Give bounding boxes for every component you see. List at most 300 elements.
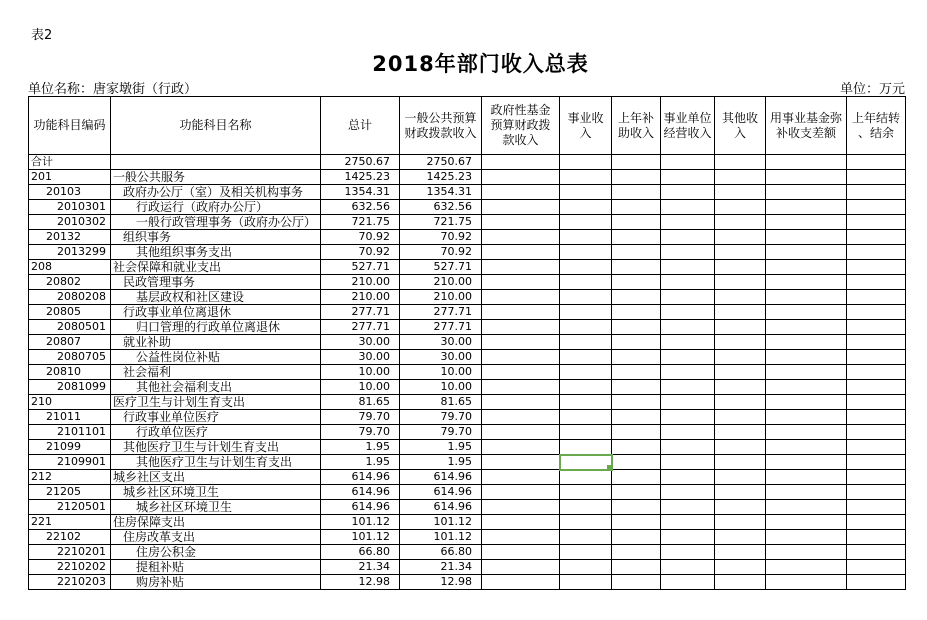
cell-name[interactable]: 住房改革支出 — [111, 530, 321, 545]
cell-fund-balance[interactable] — [766, 185, 847, 200]
cell-career-income[interactable] — [560, 470, 612, 485]
cell-code[interactable]: 20805 — [29, 305, 111, 320]
cell-general-budget[interactable]: 614.96 — [400, 485, 482, 500]
cell-name[interactable]: 购房补贴 — [111, 575, 321, 590]
cell-name[interactable]: 基层政权和社区建设 — [111, 290, 321, 305]
cell-name[interactable]: 其他医疗卫生与计划生育支出 — [111, 440, 321, 455]
cell-carryover[interactable] — [847, 320, 906, 335]
cell-career-operation[interactable] — [661, 230, 715, 245]
cell-career-income[interactable] — [560, 320, 612, 335]
cell-total[interactable]: 210.00 — [321, 275, 400, 290]
cell-career-operation[interactable] — [661, 395, 715, 410]
cell-general-budget[interactable]: 21.34 — [400, 560, 482, 575]
cell-carryover[interactable] — [847, 395, 906, 410]
cell-total[interactable]: 614.96 — [321, 470, 400, 485]
cell-govt-fund[interactable] — [482, 380, 560, 395]
cell-prior-year-subsidy[interactable] — [612, 215, 661, 230]
cell-career-operation[interactable] — [661, 350, 715, 365]
cell-career-operation[interactable] — [661, 335, 715, 350]
cell-other-income[interactable] — [715, 365, 766, 380]
cell-name[interactable]: 公益性岗位补贴 — [111, 350, 321, 365]
cell-code[interactable]: 2013299 — [29, 245, 111, 260]
cell-career-operation[interactable] — [661, 500, 715, 515]
cell-general-budget[interactable]: 614.96 — [400, 500, 482, 515]
cell-govt-fund[interactable] — [482, 485, 560, 500]
cell-prior-year-subsidy[interactable] — [612, 290, 661, 305]
cell-carryover[interactable] — [847, 305, 906, 320]
cell-general-budget[interactable]: 10.00 — [400, 380, 482, 395]
cell-fund-balance[interactable] — [766, 275, 847, 290]
cell-code[interactable]: 2080208 — [29, 290, 111, 305]
cell-other-income[interactable] — [715, 575, 766, 590]
cell-general-budget[interactable]: 1.95 — [400, 440, 482, 455]
cell-prior-year-subsidy[interactable] — [612, 455, 661, 470]
cell-code[interactable]: 221 — [29, 515, 111, 530]
cell-prior-year-subsidy[interactable] — [612, 470, 661, 485]
cell-code[interactable]: 合计 — [29, 155, 111, 170]
cell-other-income[interactable] — [715, 305, 766, 320]
cell-prior-year-subsidy[interactable] — [612, 260, 661, 275]
cell-total[interactable]: 79.70 — [321, 425, 400, 440]
column-header-career_operation[interactable]: 事业单位经营收入 — [661, 97, 715, 155]
cell-code[interactable]: 2081099 — [29, 380, 111, 395]
cell-other-income[interactable] — [715, 170, 766, 185]
cell-fund-balance[interactable] — [766, 215, 847, 230]
cell-code[interactable]: 212 — [29, 470, 111, 485]
cell-govt-fund[interactable] — [482, 530, 560, 545]
cell-other-income[interactable] — [715, 530, 766, 545]
column-header-career_income[interactable]: 事业收入 — [560, 97, 612, 155]
cell-govt-fund[interactable] — [482, 200, 560, 215]
cell-fund-balance[interactable] — [766, 395, 847, 410]
cell-fund-balance[interactable] — [766, 170, 847, 185]
cell-career-income[interactable] — [560, 575, 612, 590]
cell-name[interactable]: 民政管理事务 — [111, 275, 321, 290]
cell-govt-fund[interactable] — [482, 350, 560, 365]
cell-career-income[interactable] — [560, 245, 612, 260]
cell-carryover[interactable] — [847, 350, 906, 365]
cell-carryover[interactable] — [847, 290, 906, 305]
cell-career-income[interactable] — [560, 185, 612, 200]
cell-fund-balance[interactable] — [766, 440, 847, 455]
cell-code[interactable]: 2109901 — [29, 455, 111, 470]
cell-name[interactable]: 行政事业单位医疗 — [111, 410, 321, 425]
cell-other-income[interactable] — [715, 470, 766, 485]
cell-fund-balance[interactable] — [766, 155, 847, 170]
cell-carryover[interactable] — [847, 575, 906, 590]
cell-other-income[interactable] — [715, 335, 766, 350]
cell-career-income[interactable] — [560, 275, 612, 290]
cell-carryover[interactable] — [847, 455, 906, 470]
cell-career-income[interactable] — [560, 290, 612, 305]
cell-name[interactable]: 社会福利 — [111, 365, 321, 380]
cell-general-budget[interactable]: 101.12 — [400, 530, 482, 545]
column-header-general_budget[interactable]: 一般公共预算财政拨款收入 — [400, 97, 482, 155]
cell-carryover[interactable] — [847, 440, 906, 455]
cell-general-budget[interactable]: 277.71 — [400, 305, 482, 320]
cell-other-income[interactable] — [715, 545, 766, 560]
cell-career-operation[interactable] — [661, 260, 715, 275]
cell-general-budget[interactable]: 614.96 — [400, 470, 482, 485]
cell-general-budget[interactable]: 1354.31 — [400, 185, 482, 200]
cell-career-operation[interactable] — [661, 530, 715, 545]
cell-prior-year-subsidy[interactable] — [612, 410, 661, 425]
cell-govt-fund[interactable] — [482, 410, 560, 425]
cell-other-income[interactable] — [715, 485, 766, 500]
cell-total[interactable]: 81.65 — [321, 395, 400, 410]
cell-general-budget[interactable]: 101.12 — [400, 515, 482, 530]
cell-career-income[interactable] — [560, 560, 612, 575]
cell-govt-fund[interactable] — [482, 560, 560, 575]
cell-govt-fund[interactable] — [482, 260, 560, 275]
cell-prior-year-subsidy[interactable] — [612, 485, 661, 500]
cell-carryover[interactable] — [847, 185, 906, 200]
selected-cell[interactable] — [560, 455, 612, 470]
cell-prior-year-subsidy[interactable] — [612, 560, 661, 575]
cell-career-income[interactable] — [560, 485, 612, 500]
cell-name[interactable]: 其他医疗卫生与计划生育支出 — [111, 455, 321, 470]
cell-career-income[interactable] — [560, 215, 612, 230]
cell-code[interactable]: 20802 — [29, 275, 111, 290]
cell-name[interactable] — [111, 155, 321, 170]
cell-prior-year-subsidy[interactable] — [612, 545, 661, 560]
cell-general-budget[interactable]: 12.98 — [400, 575, 482, 590]
cell-career-income[interactable] — [560, 440, 612, 455]
cell-career-income[interactable] — [560, 200, 612, 215]
cell-general-budget[interactable]: 210.00 — [400, 290, 482, 305]
cell-career-operation[interactable] — [661, 440, 715, 455]
cell-govt-fund[interactable] — [482, 455, 560, 470]
cell-name[interactable]: 住房保障支出 — [111, 515, 321, 530]
cell-prior-year-subsidy[interactable] — [612, 305, 661, 320]
cell-other-income[interactable] — [715, 155, 766, 170]
cell-carryover[interactable] — [847, 215, 906, 230]
cell-govt-fund[interactable] — [482, 440, 560, 455]
cell-other-income[interactable] — [715, 500, 766, 515]
cell-carryover[interactable] — [847, 470, 906, 485]
cell-prior-year-subsidy[interactable] — [612, 230, 661, 245]
cell-career-operation[interactable] — [661, 305, 715, 320]
cell-career-operation[interactable] — [661, 410, 715, 425]
cell-name[interactable]: 组织事务 — [111, 230, 321, 245]
cell-govt-fund[interactable] — [482, 305, 560, 320]
cell-name[interactable]: 城乡社区支出 — [111, 470, 321, 485]
cell-total[interactable]: 70.92 — [321, 245, 400, 260]
cell-career-operation[interactable] — [661, 575, 715, 590]
cell-code[interactable]: 201 — [29, 170, 111, 185]
cell-total[interactable]: 1425.23 — [321, 170, 400, 185]
cell-total[interactable]: 1.95 — [321, 440, 400, 455]
cell-carryover[interactable] — [847, 335, 906, 350]
cell-carryover[interactable] — [847, 410, 906, 425]
cell-fund-balance[interactable] — [766, 200, 847, 215]
cell-code[interactable]: 2101101 — [29, 425, 111, 440]
cell-career-income[interactable] — [560, 395, 612, 410]
cell-prior-year-subsidy[interactable] — [612, 320, 661, 335]
cell-other-income[interactable] — [715, 425, 766, 440]
cell-general-budget[interactable]: 1.95 — [400, 455, 482, 470]
cell-govt-fund[interactable] — [482, 170, 560, 185]
cell-fund-balance[interactable] — [766, 290, 847, 305]
cell-govt-fund[interactable] — [482, 395, 560, 410]
cell-career-operation[interactable] — [661, 275, 715, 290]
cell-carryover[interactable] — [847, 200, 906, 215]
cell-govt-fund[interactable] — [482, 365, 560, 380]
cell-code[interactable]: 2080501 — [29, 320, 111, 335]
cell-code[interactable]: 2010302 — [29, 215, 111, 230]
cell-name[interactable]: 政府办公厅（室）及相关机构事务 — [111, 185, 321, 200]
cell-name[interactable]: 一般公共服务 — [111, 170, 321, 185]
cell-code[interactable]: 21099 — [29, 440, 111, 455]
cell-name[interactable]: 行政事业单位离退休 — [111, 305, 321, 320]
cell-govt-fund[interactable] — [482, 335, 560, 350]
cell-name[interactable]: 住房公积金 — [111, 545, 321, 560]
cell-fund-balance[interactable] — [766, 410, 847, 425]
cell-code[interactable]: 208 — [29, 260, 111, 275]
cell-code[interactable]: 20132 — [29, 230, 111, 245]
column-header-name[interactable]: 功能科目名称 — [111, 97, 321, 155]
cell-carryover[interactable] — [847, 365, 906, 380]
cell-career-income[interactable] — [560, 500, 612, 515]
cell-total[interactable]: 614.96 — [321, 500, 400, 515]
cell-code[interactable]: 20810 — [29, 365, 111, 380]
cell-other-income[interactable] — [715, 380, 766, 395]
cell-general-budget[interactable]: 70.92 — [400, 245, 482, 260]
cell-fund-balance[interactable] — [766, 470, 847, 485]
cell-code[interactable]: 21205 — [29, 485, 111, 500]
cell-code[interactable]: 2080705 — [29, 350, 111, 365]
cell-name[interactable]: 行政单位医疗 — [111, 425, 321, 440]
cell-prior-year-subsidy[interactable] — [612, 440, 661, 455]
cell-career-operation[interactable] — [661, 515, 715, 530]
cell-fund-balance[interactable] — [766, 260, 847, 275]
cell-fund-balance[interactable] — [766, 320, 847, 335]
cell-govt-fund[interactable] — [482, 245, 560, 260]
cell-fund-balance[interactable] — [766, 485, 847, 500]
cell-govt-fund[interactable] — [482, 470, 560, 485]
cell-fund-balance[interactable] — [766, 425, 847, 440]
cell-other-income[interactable] — [715, 200, 766, 215]
cell-career-operation[interactable] — [661, 215, 715, 230]
column-header-fund_balance[interactable]: 用事业基金弥补收支差额 — [766, 97, 847, 155]
cell-career-operation[interactable] — [661, 560, 715, 575]
cell-prior-year-subsidy[interactable] — [612, 335, 661, 350]
cell-other-income[interactable] — [715, 215, 766, 230]
cell-career-operation[interactable] — [661, 320, 715, 335]
cell-prior-year-subsidy[interactable] — [612, 170, 661, 185]
cell-prior-year-subsidy[interactable] — [612, 425, 661, 440]
cell-career-income[interactable] — [560, 515, 612, 530]
cell-total[interactable]: 70.92 — [321, 230, 400, 245]
cell-code[interactable]: 21011 — [29, 410, 111, 425]
cell-govt-fund[interactable] — [482, 290, 560, 305]
cell-prior-year-subsidy[interactable] — [612, 515, 661, 530]
cell-prior-year-subsidy[interactable] — [612, 200, 661, 215]
cell-career-income[interactable] — [560, 380, 612, 395]
column-header-total[interactable]: 总计 — [321, 97, 400, 155]
cell-career-operation[interactable] — [661, 545, 715, 560]
cell-name[interactable]: 医疗卫生与计划生育支出 — [111, 395, 321, 410]
cell-code[interactable]: 2210202 — [29, 560, 111, 575]
cell-career-operation[interactable] — [661, 290, 715, 305]
cell-prior-year-subsidy[interactable] — [612, 275, 661, 290]
cell-fund-balance[interactable] — [766, 305, 847, 320]
cell-prior-year-subsidy[interactable] — [612, 530, 661, 545]
cell-total[interactable]: 1.95 — [321, 455, 400, 470]
cell-total[interactable]: 2750.67 — [321, 155, 400, 170]
cell-total[interactable]: 30.00 — [321, 335, 400, 350]
cell-other-income[interactable] — [715, 350, 766, 365]
cell-general-budget[interactable]: 10.00 — [400, 365, 482, 380]
cell-other-income[interactable] — [715, 560, 766, 575]
cell-fund-balance[interactable] — [766, 545, 847, 560]
cell-career-income[interactable] — [560, 365, 612, 380]
cell-career-operation[interactable] — [661, 245, 715, 260]
cell-carryover[interactable] — [847, 275, 906, 290]
cell-prior-year-subsidy[interactable] — [612, 155, 661, 170]
cell-career-operation[interactable] — [661, 155, 715, 170]
cell-name[interactable]: 城乡社区环境卫生 — [111, 500, 321, 515]
cell-total[interactable]: 614.96 — [321, 485, 400, 500]
cell-fund-balance[interactable] — [766, 500, 847, 515]
cell-career-operation[interactable] — [661, 380, 715, 395]
cell-name[interactable]: 就业补助 — [111, 335, 321, 350]
cell-carryover[interactable] — [847, 530, 906, 545]
cell-career-income[interactable] — [560, 425, 612, 440]
cell-general-budget[interactable]: 66.80 — [400, 545, 482, 560]
cell-carryover[interactable] — [847, 260, 906, 275]
cell-fund-balance[interactable] — [766, 230, 847, 245]
cell-other-income[interactable] — [715, 455, 766, 470]
cell-code[interactable]: 22102 — [29, 530, 111, 545]
cell-total[interactable]: 721.75 — [321, 215, 400, 230]
cell-career-income[interactable] — [560, 545, 612, 560]
cell-fund-balance[interactable] — [766, 515, 847, 530]
cell-career-operation[interactable] — [661, 425, 715, 440]
cell-general-budget[interactable]: 277.71 — [400, 320, 482, 335]
cell-govt-fund[interactable] — [482, 515, 560, 530]
cell-other-income[interactable] — [715, 395, 766, 410]
cell-name[interactable]: 一般行政管理事务（政府办公厅） — [111, 215, 321, 230]
cell-carryover[interactable] — [847, 485, 906, 500]
cell-career-operation[interactable] — [661, 485, 715, 500]
cell-fund-balance[interactable] — [766, 455, 847, 470]
cell-carryover[interactable] — [847, 515, 906, 530]
cell-code[interactable]: 2010301 — [29, 200, 111, 215]
cell-general-budget[interactable]: 79.70 — [400, 410, 482, 425]
column-header-prior_year_subsidy[interactable]: 上年补助收入 — [612, 97, 661, 155]
cell-prior-year-subsidy[interactable] — [612, 395, 661, 410]
cell-career-operation[interactable] — [661, 185, 715, 200]
cell-name[interactable]: 其他社会福利支出 — [111, 380, 321, 395]
cell-name[interactable]: 其他组织事务支出 — [111, 245, 321, 260]
cell-govt-fund[interactable] — [482, 185, 560, 200]
cell-code[interactable]: 210 — [29, 395, 111, 410]
cell-other-income[interactable] — [715, 290, 766, 305]
cell-fund-balance[interactable] — [766, 365, 847, 380]
cell-fund-balance[interactable] — [766, 380, 847, 395]
cell-career-income[interactable] — [560, 260, 612, 275]
cell-govt-fund[interactable] — [482, 155, 560, 170]
cell-total[interactable]: 30.00 — [321, 350, 400, 365]
cell-code[interactable]: 2210203 — [29, 575, 111, 590]
cell-career-operation[interactable] — [661, 200, 715, 215]
cell-total[interactable]: 12.98 — [321, 575, 400, 590]
cell-other-income[interactable] — [715, 275, 766, 290]
cell-career-income[interactable] — [560, 350, 612, 365]
cell-prior-year-subsidy[interactable] — [612, 500, 661, 515]
cell-fund-balance[interactable] — [766, 560, 847, 575]
cell-prior-year-subsidy[interactable] — [612, 380, 661, 395]
column-header-carryover[interactable]: 上年结转、结余 — [847, 97, 906, 155]
cell-total[interactable]: 277.71 — [321, 305, 400, 320]
cell-total[interactable]: 632.56 — [321, 200, 400, 215]
cell-career-income[interactable] — [560, 155, 612, 170]
cell-general-budget[interactable]: 30.00 — [400, 335, 482, 350]
cell-other-income[interactable] — [715, 260, 766, 275]
cell-career-operation[interactable] — [661, 470, 715, 485]
cell-carryover[interactable] — [847, 545, 906, 560]
cell-total[interactable]: 101.12 — [321, 530, 400, 545]
cell-other-income[interactable] — [715, 320, 766, 335]
cell-govt-fund[interactable] — [482, 275, 560, 290]
cell-total[interactable]: 10.00 — [321, 380, 400, 395]
cell-total[interactable]: 1354.31 — [321, 185, 400, 200]
cell-fund-balance[interactable] — [766, 245, 847, 260]
cell-career-income[interactable] — [560, 335, 612, 350]
cell-code[interactable]: 20807 — [29, 335, 111, 350]
cell-general-budget[interactable]: 30.00 — [400, 350, 482, 365]
cell-carryover[interactable] — [847, 230, 906, 245]
cell-general-budget[interactable]: 721.75 — [400, 215, 482, 230]
cell-govt-fund[interactable] — [482, 425, 560, 440]
cell-total[interactable]: 79.70 — [321, 410, 400, 425]
cell-govt-fund[interactable] — [482, 215, 560, 230]
cell-name[interactable]: 城乡社区环境卫生 — [111, 485, 321, 500]
cell-prior-year-subsidy[interactable] — [612, 350, 661, 365]
cell-total[interactable]: 66.80 — [321, 545, 400, 560]
cell-general-budget[interactable]: 210.00 — [400, 275, 482, 290]
cell-other-income[interactable] — [715, 515, 766, 530]
cell-govt-fund[interactable] — [482, 320, 560, 335]
cell-career-operation[interactable] — [661, 365, 715, 380]
cell-prior-year-subsidy[interactable] — [612, 575, 661, 590]
cell-fund-balance[interactable] — [766, 335, 847, 350]
cell-career-income[interactable] — [560, 230, 612, 245]
cell-other-income[interactable] — [715, 410, 766, 425]
cell-total[interactable]: 21.34 — [321, 560, 400, 575]
cell-prior-year-subsidy[interactable] — [612, 185, 661, 200]
cell-name[interactable]: 行政运行（政府办公厅） — [111, 200, 321, 215]
cell-prior-year-subsidy[interactable] — [612, 245, 661, 260]
cell-code[interactable]: 20103 — [29, 185, 111, 200]
cell-total[interactable]: 210.00 — [321, 290, 400, 305]
cell-name[interactable]: 社会保障和就业支出 — [111, 260, 321, 275]
cell-code[interactable]: 2210201 — [29, 545, 111, 560]
cell-career-operation[interactable] — [661, 455, 715, 470]
column-header-other_income[interactable]: 其他收入 — [715, 97, 766, 155]
cell-other-income[interactable] — [715, 440, 766, 455]
cell-govt-fund[interactable] — [482, 500, 560, 515]
cell-carryover[interactable] — [847, 245, 906, 260]
cell-other-income[interactable] — [715, 245, 766, 260]
cell-career-income[interactable] — [560, 410, 612, 425]
cell-general-budget[interactable]: 632.56 — [400, 200, 482, 215]
cell-govt-fund[interactable] — [482, 575, 560, 590]
cell-name[interactable]: 提租补贴 — [111, 560, 321, 575]
column-header-govt_fund[interactable]: 政府性基金预算财政拨款收入 — [482, 97, 560, 155]
cell-career-income[interactable] — [560, 305, 612, 320]
